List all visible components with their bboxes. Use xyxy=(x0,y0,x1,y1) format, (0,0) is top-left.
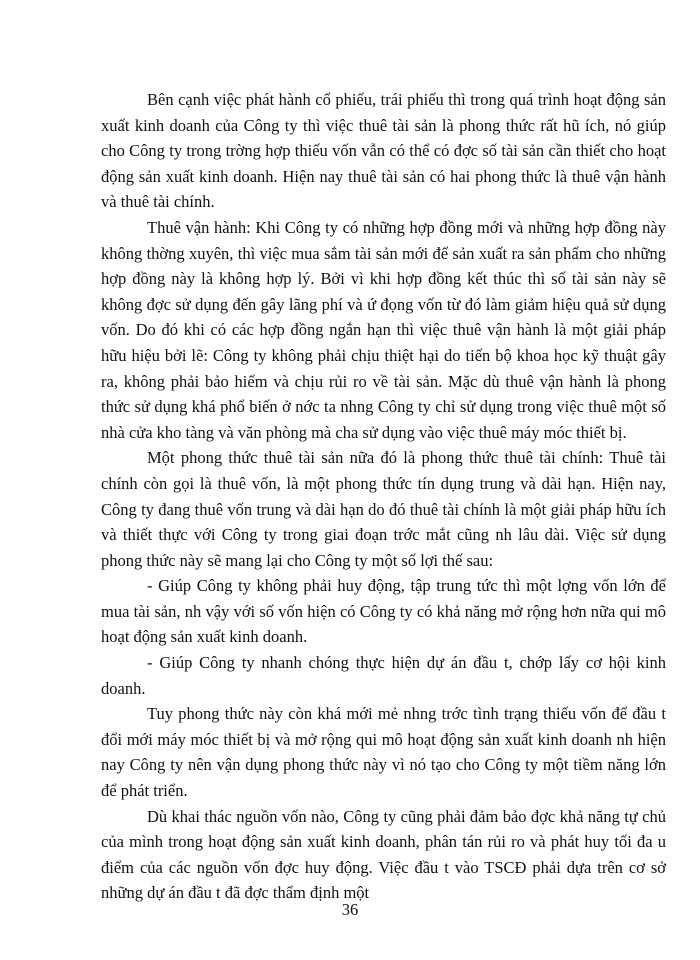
paragraph-leasing-intro: Bên cạnh việc phát hành cổ phiếu, trái phiếu thì trong quá trình hoạt động sản xuất kinh doanh của Công ty thì việc thuê tài sản là phong thức rất hũ ích, nó giúp cho Công ty trong trờng hợp thiếu vốn vẫn có thể có đợc số tài sản cần thiết cho hoạt động sản xuất kinh doanh. Hiện nay thuê tài sản có hai phong thức là thuê vận hành và thuê tài chính. xyxy=(101,90,666,212)
page-number: 36 xyxy=(341,900,359,919)
paragraph-financial-lease: Một phong thức thuê tài sản nữa đó là phong thức thuê tài chính: Thuê tài chính còn gọi là thuê vốn, là một phong thức tín dụng trung và dài hạn. Hiện nay, Công ty đang thuê vốn trung và dài hạn do đó thuê tài chính là một giải pháp hữu ích và thiết thực với Công ty trong giai đoạn trớc mắt cũng nh lâu dài. Việc sử dụng phong thức này sẽ mang lại cho Công ty một số lợi thế sau: xyxy=(101,448,666,570)
bullet-item-capital: - Giúp Công ty không phải huy động, tập trung tức thì một lợng vốn lớn để mua tài sản, nh vậy với số vốn hiện có Công ty có khả năng mở rộng hơn nữa qui mô hoạt động sản xuất kinh doanh. xyxy=(101,576,666,647)
bullet-item-opportunity: - Giúp Công ty nhanh chóng thực hiện dự án đầu t, chớp lấy cơ hội kinh doanh. xyxy=(101,653,666,698)
paragraph-capital-sources: Dù khai thác nguồn vốn nào, Công ty cũng phải đảm bảo đợc khả năng tự chủ của mình trong hoạt động sản xuất kinh doanh, phân tán rủi ro và phát huy tối đa u điểm của các nguồn vốn đợc huy động. Việc đầu t vào TSCĐ phải dựa trên cơ sở những dự án đầu t đã đợc thẩm định một xyxy=(101,806,666,903)
body-text xyxy=(101,87,666,906)
paragraph-operating-lease: Thuê vận hành: Khi Công ty có những hợp đồng mới và những hợp đồng này không thờng xuyên, thì việc mua sắm tài sản mới để sản xuất ra sản phẩm cho những hợp đồng này là không hợp lý. Bởi vì khi hợp đồng kết thúc thì số tài sản này sẽ không đợc sử dụng đến gây lãng phí và ứ đọng vốn từ đó làm giảm hiệu quả sử dụng vốn. Do đó khi có các hợp đồng ngắn hạn thì việc thuê vận hành là một giải pháp hữu hiệu bởi lẽ: Công ty không phải chịu thiệt hại do tiến bộ khoa học kỹ thuật gây ra, không phải bảo hiểm và chịu rủi ro về tài sản. Mặc dù thuê vận hành là phong thức sử dụng khá phổ biến ở nớc ta nhng Công ty chỉ sử dụng trong việc thuê một số nhà cửa kho tàng và văn phòng mà cha sử dụng vào việc thuê máy móc thiết bị. xyxy=(101,217,666,442)
paragraph-recommendation: Tuy phong thức này còn khá mới mẻ nhng trớc tình trạng thiếu vốn để đầu t đổi mới máy móc thiết bị và mở rộng qui mô hoạt động sản xuất kinh doanh nh hiện nay Công ty nên vận dụng phong thức này vì nó tạo cho Công ty một tiềm năng lớn để phát triển. xyxy=(101,704,666,801)
